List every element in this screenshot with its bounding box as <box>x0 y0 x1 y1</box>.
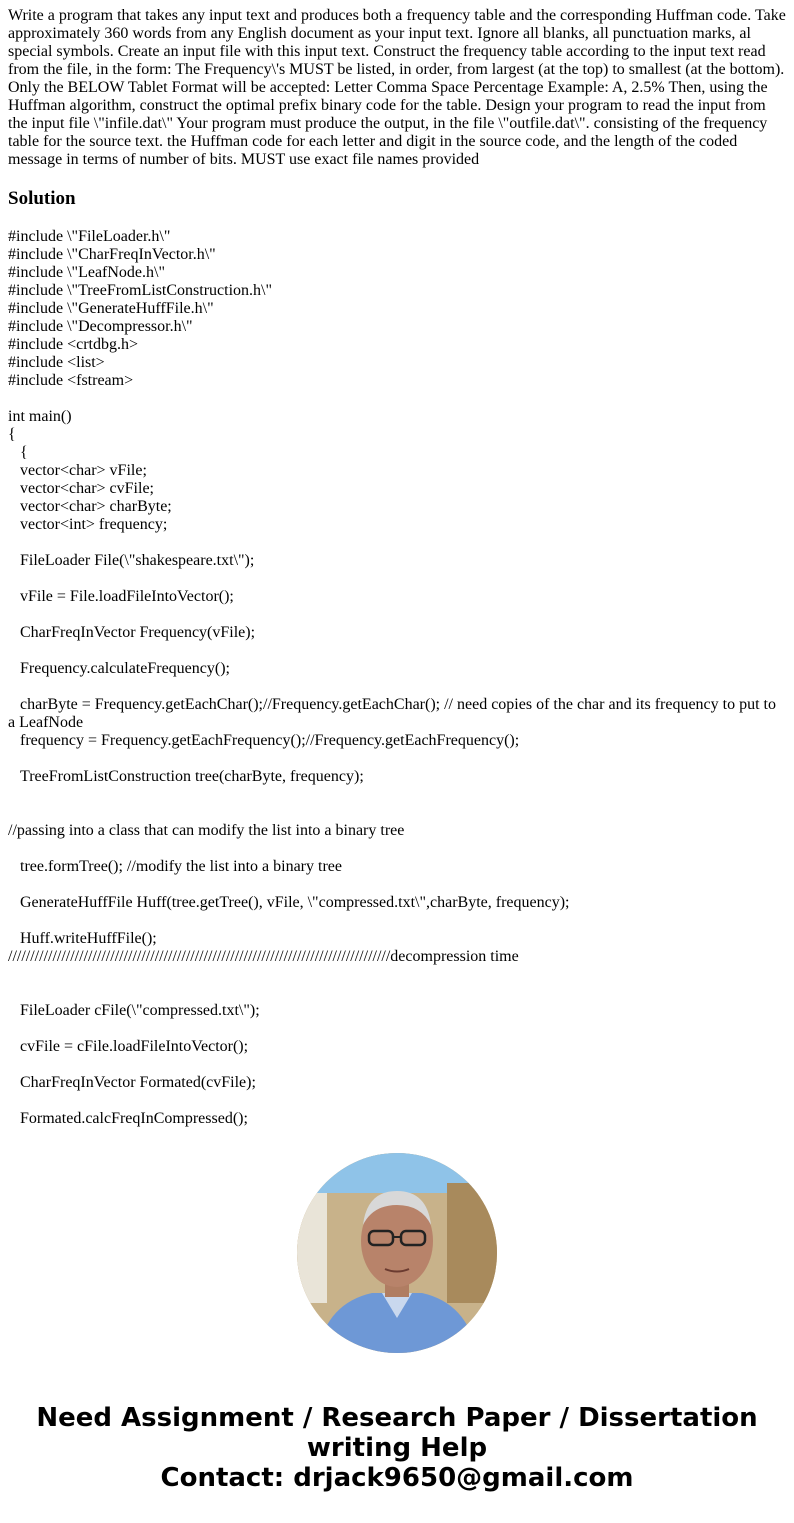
code-line: #include <crtdbg.h> <box>8 336 139 353</box>
code-line: #include \"FileLoader.h\" <box>8 228 171 245</box>
code-line: FileLoader File(\"shakespeare.txt\"); <box>8 552 255 569</box>
code-line: #include \"LeafNode.h\" <box>8 264 166 281</box>
code-line: //////////////////////////////////////////////////////////////////////////////////////decompression time <box>8 948 519 965</box>
code-line <box>8 534 784 552</box>
code-line: #include \"TreeFromListConstruction.h\" <box>8 282 273 299</box>
code-line: tree.formTree(); //modify the list into a binary tree <box>8 858 342 875</box>
code-line <box>8 606 784 624</box>
solution-code <box>8 228 784 1128</box>
code-line <box>8 984 784 1002</box>
code-line <box>8 390 784 408</box>
code-line <box>8 1020 784 1038</box>
code-line <box>8 876 784 894</box>
code-line: TreeFromListConstruction tree(charByte, frequency); <box>8 768 364 785</box>
code-line: vector<int> frequency; <box>8 516 168 533</box>
code-line <box>8 804 784 822</box>
code-line <box>8 1092 784 1110</box>
code-line: #include <list> <box>8 354 105 371</box>
code-line: int main() <box>8 408 72 425</box>
contact-footer <box>0 1403 794 1493</box>
code-line <box>8 912 784 930</box>
code-line <box>8 786 784 804</box>
code-line: #include \"CharFreqInVector.h\" <box>8 246 216 263</box>
footer-line-2: writing Help <box>306 1433 488 1463</box>
code-line: #include \"GenerateHuffFile.h\" <box>8 300 214 317</box>
code-line: vector<char> charByte; <box>8 498 172 515</box>
footer-line-1: Need Assignment / Research Paper / Dissertation <box>36 1403 758 1433</box>
code-line: CharFreqInVector Frequency(vFile); <box>8 624 256 641</box>
code-line: { <box>8 444 28 461</box>
solution-heading: Solution <box>8 188 76 209</box>
code-line <box>8 966 784 984</box>
code-line: CharFreqInVector Formated(cvFile); <box>8 1074 256 1091</box>
code-line <box>8 750 784 768</box>
code-line: Huff.writeHuffFile(); <box>8 930 157 947</box>
code-line: Frequency.calculateFrequency(); <box>8 660 230 677</box>
code-line <box>8 1056 784 1074</box>
footer-contact: Contact: drjack9650@gmail.com <box>160 1463 634 1493</box>
code-line: FileLoader cFile(\"compressed.txt\"); <box>8 1002 260 1019</box>
author-photo <box>297 1153 497 1353</box>
code-line <box>8 642 784 660</box>
code-line <box>8 678 784 696</box>
code-line: GenerateHuffFile Huff(tree.getTree(), vFile, \"compressed.txt\",charByte, frequency); <box>8 894 570 911</box>
code-line: vector<char> cvFile; <box>8 480 154 497</box>
question-text: Write a program that takes any input text and produces both a frequency table and the corresponding Huffman code. Take approximately 360 words from any English document as your input text. Ignore all blanks, all punctuation marks, al special symbols. Create an input file with this input text. Construct the frequency table according to the input text read from the file, in the form: The Frequency\'s MUST be listed, in order, from largest (at the top) to smallest (at the bottom). Only the BELOW Tablet Format will be accepted: Letter Comma Space Percentage Example: A, 2.5% Then, using the Huffman algorithm, construct the optimal prefix binary code for the table. Design your program to read the input from the input file \"infile.dat\" Your program must produce the output, in the file \"outfile.dat\". consisting of the frequency table for the source text. the Huffman code for each letter and digit in the source code, and the length of the coded message in terms of number of bits. MUST use exact file names provided <box>8 7 786 168</box>
code-line: //passing into a class that can modify the list into a binary tree <box>8 822 405 839</box>
code-line: #include <fstream> <box>8 372 134 389</box>
code-line <box>8 840 784 858</box>
code-line: cvFile = cFile.loadFileIntoVector(); <box>8 1038 249 1055</box>
code-line: vector<char> vFile; <box>8 462 147 479</box>
code-line: vFile = File.loadFileIntoVector(); <box>8 588 234 605</box>
code-line: charByte = Frequency.getEachChar();//Frequency.getEachChar(); // need copies of the char and its frequency to put to a LeafNode <box>8 696 780 731</box>
code-line <box>8 570 784 588</box>
code-line: { <box>8 426 16 443</box>
code-line: #include \"Decompressor.h\" <box>8 318 193 335</box>
code-line: frequency = Frequency.getEachFrequency();//Frequency.getEachFrequency(); <box>8 732 520 749</box>
code-line: Formated.calcFreqInCompressed(); <box>8 1110 248 1127</box>
